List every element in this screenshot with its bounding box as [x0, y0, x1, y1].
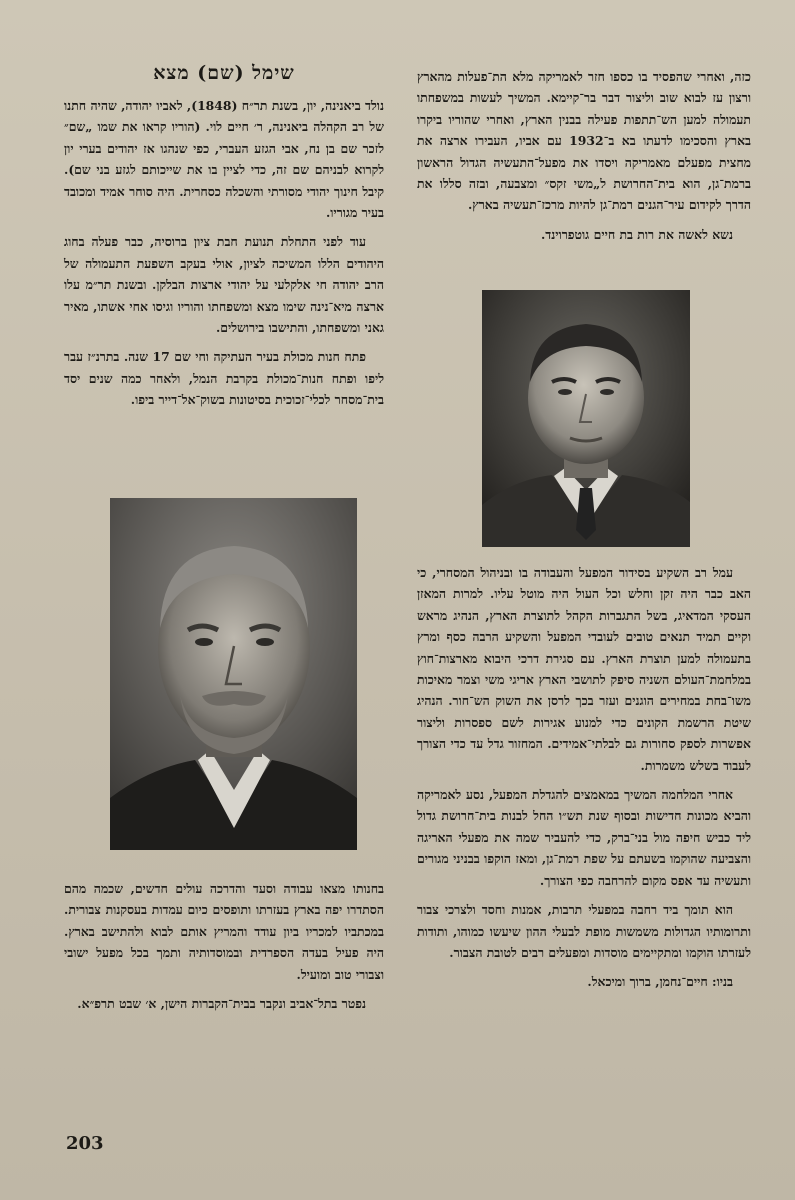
right-column-bottom-text: [417, 562, 751, 1001]
paragraph: נפטר בתל־אביב ונקבר בבית־הקברות הישן, א׳ שבט תרפ״א.: [77, 996, 366, 1012]
portrait-photo-left: [110, 498, 357, 850]
page-number: 203: [66, 1133, 104, 1154]
left-column-bottom-text: [64, 878, 384, 1022]
paragraph: אחרי המלחמה המשיך במאמצים להגדלת המפעל, נסע לאמריקה והביא מכונות חדישות ובסוף שנת תש״ו החל לבנות בית־חרושת גדול ליד כביש חיפה מול בני־ברק, כדי להעביר שמה את מפעלי האריגה והצביעה שהוקמו בשעתם על שפת רמת־גן, ומאז הוקפו בבניני מגורים ותעשיה עד אפס מקום להרחבה כפי הצורך.: [417, 787, 751, 888]
left-column-top-text: [64, 95, 384, 419]
portrait-photo-right: [482, 290, 690, 547]
paragraph: נשא לאשה את רות בת חיים גוטפרוינד.: [540, 226, 733, 242]
paragraph: הוא תומך ביד רחבה במפעלי תרבות, אמנות וחסד ולצרכי צבור ותרומותיו הגדולות משמשות מופת לבעלי ההון שיעשו כמוהו, ותודות לעזרתו הוקמו ומתקיימים מוסדות ומפעלים רבים לטובת הצבור.: [417, 902, 751, 960]
children-line: בניו: חיים־נחמן, ברוך ומיכאל.: [587, 974, 733, 990]
paragraph: עמל רב השקיע בסידור המפעל והעבודה בו ובניהול המסחרי, כי האב כבר היה זקן וחלש וכל העול היה מוטל עליו. למרות המאזן העסקי המדאיג, בשל התגברות הקהל לתוצרת הארץ, הנהיג מראש וקיים תמיד תנאים טובים לעובדי המפעל והשקיע הרבה כסף ומרץ בתעמולה למען תוצרת הארץ. עם סגירת דרכי היבוא מארצות־חוץ במלחמת־העולם השניה סיפק לתושבי הארץ אריגי משי וצמר מאיכות משו־בחת במחירים הוגנים ועזר בכך לרסן את השוק הש־חור. הנהיג שיטת הרשמת הקונים כדי למנוע אגירות לשם ספסרות וליצור אפשרות לספק סחורות גם לבלתי־אמידים. המחזור גדל עד כדי הצורך לעבוד בשלש משמרות.: [417, 565, 751, 773]
paragraph: בחנותו מצאו עבודה וסעד והדרכה עולים חדשים, שכמה מהם הסתדרו יפה בארץ בעזרתו ותופסים כיום עמדות בעסקנות צבורית. במכתביו למכריו ביון עודד והמריץ אותם לבוא ולהתישב בארץ. היה פעיל בעדה הספרדית ובמוסדותיה ותמך בכל מפעל ישובי וצבורי טוב ומועיל.: [64, 881, 384, 982]
right-column-top-text: [417, 66, 751, 253]
paragraph: כזה, ואחרי שהפסיד בו כספו חזר לאמריקה מלא הת־פעלות מהארץ ורצון עז לבוא שוב וליצור דבר בר־קיימא. המשיך לעשות במשפחתו תעמולה למען הש־תתפות פעילה בבנין הארץ, ואחרי שהוריו ביקרו בארץ והסכימו לדעתו בא ב־1932 עם אביו, העבירו ארצה את מחצית מפעלם מאמריקה ויסדו את מפעל־התעשיה הגדול הראשון ברמת־גן, הוא בית־החרושת ל„משי זקס״ ומצבעה, ובזה סללו את הדרך לקידום עיר־הגנים רמת־גן להיות מרכז־תעשיה בארץ.: [417, 69, 751, 213]
article-title: שימל (שם) מצא: [153, 62, 295, 84]
paragraph: נולד ביאנינה, יון, בשנת תר״ח (1848), לאביו יהודה, שהיה חתנו של רב הקהלה ביאנינה, ר׳ חיים לוי. (הוריו קראו את שמו „שם״ לזכר שם בן נח, אבי הגזע העברי, כפי שנהגו אז יהודים בערי יון לקרוא לבניהם שם זה, כדי לציין בו את שייכותם לגזע בני שם). קיבל חינוך יהודי מסורתי והשכלה כסחרית. היה סוחר אמיד ומכובד בעיר מגוריו.: [64, 98, 384, 221]
paragraph: עוד לפני התחלת תנועת חבת ציון ברוסיה, כבר פעלה בחוג היהודים הללו המשיכה לציון, אולי בעקב השפעת התעמולה של הרב יהודה חי אלקלעי על יהודי ארצות הבלקן. ובשנת תר״מ עלו ארצה מיא־נינה שימו מצא ומשפחתו והוריו וגיסו אחי אשתו, מאיר גאני ומשפחתו, והתישבו בירושלים.: [64, 234, 384, 336]
paragraph: פתח חנות מכולת בעיר העתיקה וחי שם 17 שנה. בתרנ״ז עבר ליפו ופתח חנות־מכולת בקרבת הנמל, ולאחר כמה שנים יסד בית־מסחר לכלי־זכוכית בסיטונות בשוק־אל־דייר ביפו.: [64, 349, 384, 408]
